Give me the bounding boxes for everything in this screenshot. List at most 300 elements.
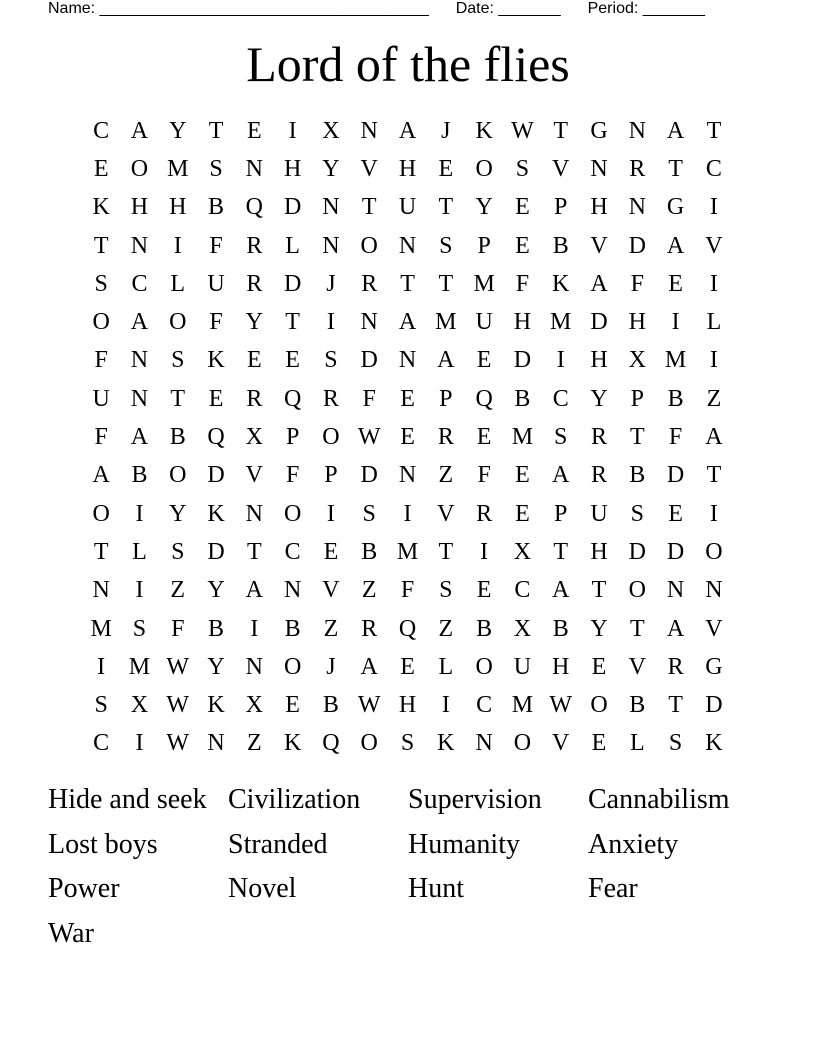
grid-letter: K — [92, 194, 110, 221]
grid-letter: D — [590, 309, 608, 336]
grid-letter: T — [438, 538, 454, 565]
grid-letter: O — [513, 730, 532, 757]
grid-letter: N — [92, 577, 110, 604]
grid-letter: W — [549, 692, 573, 719]
grid-letter: X — [628, 347, 646, 374]
grid-letter: M — [511, 424, 534, 451]
grid-letter: D — [628, 538, 646, 565]
grid-letter: C — [93, 117, 110, 144]
grid-letter: N — [245, 653, 263, 680]
grid-letter: V — [590, 232, 608, 259]
grid-letter: N — [360, 117, 378, 144]
grid-letter: E — [476, 424, 492, 451]
word-list — [48, 778, 768, 956]
grid-letter: E — [668, 500, 683, 527]
grid-letter: K — [207, 500, 225, 527]
grid-letter: M — [167, 155, 189, 182]
grid-letter: T — [285, 309, 300, 336]
word-list-item: Supervision — [408, 784, 542, 815]
grid-letter: A — [130, 117, 149, 144]
grid-letter: O — [628, 577, 646, 604]
grid-letter: B — [284, 615, 301, 642]
grid-letter: P — [554, 500, 568, 527]
grid-letter: I — [250, 615, 259, 642]
grid-letter: O — [169, 309, 187, 336]
grid-letter: B — [169, 424, 186, 451]
grid-letter: L — [132, 538, 147, 565]
grid-letter: E — [515, 500, 530, 527]
grid-letter: A — [398, 117, 417, 144]
grid-letter: N — [705, 577, 723, 604]
grid-letter: N — [628, 117, 646, 144]
grid-letter: T — [93, 538, 109, 565]
grid-letter: B — [514, 385, 531, 412]
grid-letter: V — [628, 653, 646, 680]
grid-letter: E — [591, 653, 607, 680]
grid-letter: E — [476, 577, 492, 604]
grid-letter: F — [209, 309, 223, 336]
grid-letter: O — [705, 538, 723, 565]
grid-letter: H — [283, 155, 302, 182]
grid-letter: S — [94, 692, 108, 719]
grid-letter: H — [628, 309, 646, 336]
grid-letter: Q — [322, 730, 340, 757]
grid-letter: R — [361, 615, 378, 642]
grid-letter: Z — [706, 385, 722, 412]
grid-letter: I — [403, 500, 412, 527]
grid-letter: T — [591, 577, 607, 604]
grid-letter: I — [709, 500, 718, 527]
grid-letter: E — [515, 194, 530, 221]
grid-letter: T — [668, 692, 683, 719]
grid-letter: O — [360, 232, 378, 259]
grid-letter: F — [94, 347, 108, 374]
grid-letter: N — [245, 155, 263, 182]
grid-letter: I — [135, 577, 144, 604]
grid-letter: Q — [475, 385, 493, 412]
grid-letter: D — [628, 232, 646, 259]
grid-letter: F — [285, 462, 300, 489]
grid-letter: Y — [590, 615, 608, 642]
grid-letter: S — [171, 538, 185, 565]
grid-letter: L — [438, 653, 454, 680]
grid-letter: T — [438, 270, 454, 297]
grid-letter: K — [705, 730, 723, 757]
grid-letter: N — [590, 155, 608, 182]
grid-letter: F — [668, 424, 683, 451]
grid-letter: J — [326, 270, 336, 297]
grid-letter: T — [208, 117, 224, 144]
grid-letter: E — [400, 385, 415, 412]
grid-letter: N — [360, 309, 378, 336]
grid-letter: O — [475, 653, 493, 680]
grid-letter: E — [476, 347, 492, 374]
grid-letter: B — [552, 232, 569, 259]
word-list-item: Novel — [228, 873, 297, 904]
grid-letter: U — [398, 194, 417, 221]
grid-letter: D — [705, 692, 723, 719]
grid-letter: F — [630, 270, 644, 297]
grid-letter: S — [132, 615, 147, 642]
grid-letter: A — [552, 577, 570, 604]
grid-letter: T — [553, 538, 569, 565]
grid-letter: S — [94, 270, 108, 297]
word-list-item: Fear — [588, 873, 638, 904]
grid-letter: F — [400, 577, 415, 604]
grid-letter: X — [245, 424, 263, 451]
grid-letter: Q — [245, 194, 263, 221]
grid-letter: H — [590, 538, 608, 565]
grid-letter: P — [477, 232, 491, 259]
grid-letter: E — [93, 155, 109, 182]
grid-letter: P — [439, 385, 453, 412]
grid-letter: I — [326, 309, 335, 336]
grid-letter: M — [473, 270, 495, 297]
grid-letter: G — [705, 653, 723, 680]
grid-letter: T — [706, 117, 722, 144]
grid-letter: Y — [169, 500, 187, 527]
grid-letter: B — [552, 615, 569, 642]
grid-letter: I — [135, 500, 144, 527]
grid-letter: V — [552, 155, 570, 182]
grid-letter: C — [284, 538, 301, 565]
grid-letter: Y — [245, 309, 263, 336]
word-list-item: Stranded — [228, 828, 328, 860]
grid-letter: V — [322, 577, 340, 604]
grid-letter: S — [439, 232, 453, 259]
grid-letter: V — [705, 615, 723, 642]
grid-letter: R — [476, 500, 493, 527]
grid-letter: J — [441, 117, 451, 144]
grid-letter: O — [322, 424, 340, 451]
grid-letter: I — [441, 692, 450, 719]
word-list-item: Lost boys — [48, 828, 158, 860]
grid-letter: D — [666, 538, 685, 565]
grid-letter: X — [513, 538, 532, 565]
grid-letter: E — [591, 730, 607, 757]
grid-letter: D — [666, 462, 685, 489]
grid-letter: D — [207, 538, 225, 565]
grid-letter: A — [398, 309, 417, 336]
grid-letter: R — [591, 462, 608, 489]
grid-letter: H — [513, 309, 532, 336]
grid-letter: A — [130, 424, 149, 451]
grid-letter: O — [590, 692, 608, 719]
grid-letter: K — [475, 117, 493, 144]
grid-letter: M — [435, 309, 457, 336]
grid-letter: Q — [207, 424, 225, 451]
grid-letter: B — [361, 538, 378, 565]
grid-letter: Z — [361, 577, 377, 604]
grid-letter: M — [396, 538, 419, 565]
grid-letter: I — [173, 232, 182, 259]
grid-letter: P — [630, 385, 644, 412]
grid-letter: E — [285, 692, 300, 719]
grid-letter: L — [629, 730, 645, 757]
grid-letter: E — [208, 385, 224, 412]
grid-letter: I — [556, 347, 565, 374]
grid-letter: D — [513, 347, 532, 374]
grid-letter: W — [511, 117, 534, 144]
grid-letter: S — [668, 730, 683, 757]
grid-letter: E — [323, 538, 339, 565]
grid-letter: B — [322, 692, 339, 719]
grid-letter: X — [322, 117, 340, 144]
grid-letter: L — [706, 309, 722, 336]
grid-letter: Y — [322, 155, 340, 182]
grid-letter: S — [171, 347, 185, 374]
grid-letter: P — [324, 462, 338, 489]
grid-letter: B — [476, 615, 493, 642]
grid-letter: S — [324, 347, 338, 374]
grid-letter: R — [629, 155, 646, 182]
grid-letter: Y — [475, 194, 493, 221]
grid-letter: S — [554, 424, 568, 451]
page-title: Lord of the flies — [246, 36, 570, 92]
grid-letter: D — [283, 270, 302, 297]
grid-letter: E — [668, 270, 683, 297]
grid-letter: A — [590, 270, 608, 297]
word-list-item: Anxiety — [588, 828, 679, 860]
grid-letter: L — [170, 270, 186, 297]
grid-letter: O — [283, 500, 302, 527]
grid-letter: G — [590, 117, 608, 144]
grid-letter: J — [326, 653, 336, 680]
grid-letter: S — [400, 730, 415, 757]
grid-letter: C — [514, 577, 531, 604]
grid-letter: U — [92, 385, 110, 412]
grid-letter: X — [130, 692, 149, 719]
grid-letter: O — [169, 462, 187, 489]
grid-letter: R — [437, 424, 454, 451]
grid-letter: I — [135, 730, 144, 757]
word-list-item: Hunt — [408, 873, 464, 904]
grid-letter: N — [398, 462, 417, 489]
grid-letter: N — [322, 194, 340, 221]
grid-letter: N — [130, 347, 149, 374]
grid-letter: Q — [283, 385, 302, 412]
grid-letter: M — [128, 653, 151, 680]
period-field-label: Period: _______ — [587, 0, 706, 17]
grid-letter: O — [92, 500, 110, 527]
grid-letter: I — [326, 500, 335, 527]
grid-letter: H — [590, 347, 608, 374]
grid-letter: Q — [398, 615, 417, 642]
grid-letter: T — [668, 155, 683, 182]
grid-letter: C — [131, 270, 148, 297]
grid-letter: C — [93, 730, 110, 757]
grid-letter: E — [515, 462, 530, 489]
grid-letter: E — [247, 347, 262, 374]
grid-letter: P — [554, 194, 568, 221]
grid-letter: D — [207, 462, 225, 489]
grid-letter: D — [283, 194, 302, 221]
worksheet-header — [48, 0, 748, 20]
grid-letter: B — [629, 692, 646, 719]
grid-letter: R — [322, 385, 339, 412]
grid-letter: E — [285, 347, 300, 374]
grid-letter: T — [400, 270, 415, 297]
grid-letter: T — [629, 424, 645, 451]
grid-letter: R — [246, 232, 263, 259]
grid-letter: B — [629, 462, 646, 489]
grid-letter: U — [513, 653, 532, 680]
grid-letter: Y — [169, 117, 187, 144]
word-list-item: Humanity — [408, 828, 520, 860]
grid-letter: T — [247, 538, 262, 565]
grid-letter: H — [552, 653, 570, 680]
grid-letter: A — [130, 309, 149, 336]
grid-letter: H — [398, 155, 417, 182]
grid-letter: O — [475, 155, 493, 182]
grid-letter: A — [666, 232, 685, 259]
grid-letter: T — [553, 117, 569, 144]
word-list-item: Cannabilism — [588, 784, 730, 815]
grid-letter: F — [94, 424, 108, 451]
name-field-label: Name: _____________________________________ — [48, 0, 429, 17]
grid-letter: V — [245, 462, 263, 489]
grid-letter: B — [208, 194, 225, 221]
grid-letter: C — [705, 155, 722, 182]
grid-letter: V — [552, 730, 570, 757]
grid-letter: W — [357, 424, 381, 451]
grid-letter: M — [664, 347, 687, 374]
grid-letter: W — [166, 653, 190, 680]
grid-letter: Z — [323, 615, 339, 642]
grid-letter: C — [476, 692, 493, 719]
grid-letter: N — [666, 577, 685, 604]
grid-letter: O — [92, 309, 110, 336]
grid-letter: A — [552, 462, 570, 489]
grid-letter: K — [207, 347, 225, 374]
word-list-item: War — [48, 917, 94, 949]
grid-letter: I — [671, 309, 680, 336]
grid-letter: D — [360, 347, 378, 374]
grid-letter: A — [666, 615, 685, 642]
grid-letter: S — [630, 500, 644, 527]
grid-letter: T — [93, 232, 109, 259]
grid-letter: M — [511, 692, 534, 719]
grid-letter: A — [437, 347, 455, 374]
grid-letter: E — [400, 653, 415, 680]
grid-letter: P — [285, 424, 300, 451]
grid-letter: R — [246, 270, 263, 297]
grid-letter: N — [245, 500, 263, 527]
grid-letter: N — [628, 194, 646, 221]
grid-letter: N — [398, 347, 417, 374]
grid-letter: X — [245, 692, 263, 719]
grid-letter: H — [590, 194, 608, 221]
grid-letter: N — [475, 730, 493, 757]
grid-letter: R — [361, 270, 378, 297]
grid-letter: N — [398, 232, 417, 259]
grid-letter: I — [709, 270, 718, 297]
grid-letter: F — [515, 270, 530, 297]
grid-letter: Y — [207, 577, 225, 604]
grid-letter: B — [208, 615, 225, 642]
grid-letter: M — [550, 309, 572, 336]
grid-letter: R — [591, 424, 608, 451]
date-field-label: Date: _______ — [455, 0, 561, 17]
grid-letter: S — [209, 155, 223, 182]
grid-letter: A — [360, 653, 378, 680]
grid-letter: S — [439, 577, 453, 604]
grid-letter: I — [709, 194, 718, 221]
grid-letter: I — [709, 347, 718, 374]
grid-letter: Z — [438, 462, 454, 489]
grid-letter: A — [245, 577, 263, 604]
grid-letter: I — [480, 538, 489, 565]
grid-letter: F — [209, 232, 223, 259]
grid-letter: E — [515, 232, 530, 259]
grid-letter: T — [361, 194, 377, 221]
grid-letter: T — [438, 194, 454, 221]
grid-letter: W — [357, 692, 381, 719]
grid-letter: N — [207, 730, 225, 757]
grid-letter: K — [207, 692, 225, 719]
word-list-item: Power — [48, 873, 120, 904]
grid-letter: G — [666, 194, 685, 221]
grid-letter: Z — [247, 730, 262, 757]
grid-letter: D — [360, 462, 378, 489]
grid-letter: Z — [170, 577, 186, 604]
grid-letter: B — [131, 462, 148, 489]
grid-letter: L — [285, 232, 300, 259]
grid-letter: B — [667, 385, 684, 412]
grid-letter: W — [166, 692, 190, 719]
grid-letter: O — [283, 653, 302, 680]
grid-letter: K — [437, 730, 455, 757]
grid-letter: R — [667, 653, 684, 680]
grid-letter: C — [552, 385, 569, 412]
grid-letter: U — [590, 500, 608, 527]
grid-letter: V — [360, 155, 378, 182]
grid-letter: H — [130, 194, 149, 221]
grid-letter: X — [513, 615, 532, 642]
grid-letter: Z — [438, 615, 454, 642]
grid-letter: T — [170, 385, 186, 412]
grid-letter: S — [515, 155, 530, 182]
grid-letter: F — [171, 615, 185, 642]
grid-letter: Y — [590, 385, 608, 412]
grid-letter: R — [246, 385, 263, 412]
grid-letter: W — [166, 730, 190, 757]
grid-letter: A — [705, 424, 723, 451]
grid-letter: N — [130, 385, 149, 412]
grid-letter: K — [552, 270, 570, 297]
grid-letter: O — [360, 730, 378, 757]
grid-letter: M — [90, 615, 112, 642]
grid-letter: S — [362, 500, 376, 527]
grid-letter: H — [398, 692, 417, 719]
word-list-item: Hide and seek — [48, 784, 207, 815]
grid-letter: F — [477, 462, 491, 489]
grid-letter: V — [437, 500, 455, 527]
grid-letter: E — [438, 155, 454, 182]
grid-letter: T — [706, 462, 722, 489]
grid-letter: Y — [207, 653, 225, 680]
grid-letter: U — [207, 270, 225, 297]
grid-letter: I — [288, 117, 297, 144]
grid-letter: A — [666, 117, 685, 144]
grid-letter: O — [130, 155, 149, 182]
word-list-item: Civilization — [228, 784, 361, 815]
grid-letter: H — [169, 194, 187, 221]
grid-letter: F — [362, 385, 376, 412]
grid-letter: V — [705, 232, 723, 259]
grid-letter: N — [130, 232, 149, 259]
grid-letter: T — [629, 615, 645, 642]
